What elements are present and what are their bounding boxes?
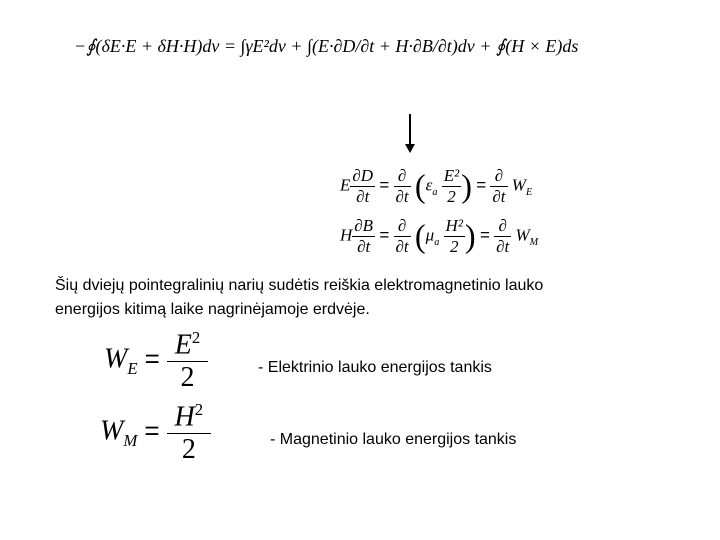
rel-e-frac-1-den: ∂t [356,187,370,206]
rel-h-frac-2-den: ∂t [395,237,409,256]
rel-e-frac-1 [350,166,375,207]
wm-den: 2 [181,434,196,466]
wm-frac [167,400,212,466]
paragraph-line-1: Šių dviejų pointegralinių narių sudėtis reiškia elektromagnetinio lauko [55,277,544,294]
rel-h-frac-2 [394,216,411,257]
rel-e-frac-3-den: 2 [447,187,456,206]
rel-e-frac-2-den: ∂t [395,187,409,206]
we-formula [104,328,208,394]
relation-electric: E $\frac{\partial D}{\partial t}$ = $\frac{\partial}{\partial t}$ ($\varepsilon_a$ $\frac{\text{E²}}{2}$ ) = $\frac{\partial}{\partial t}$ $W_E$ [340,166,533,206]
paragraph-line-2: energijos kitimą laike nagrinėjamoje erdvėje. [55,301,370,318]
down-arrow-icon [400,114,420,154]
rel-e-frac-3-num: E² [443,166,460,185]
we-label: - Elektrinio lauko energijos tankis [258,359,492,376]
rel-h-frac-1-den: ∂t [357,237,371,256]
wm-lhs: W [100,415,124,447]
we-sub: E [127,359,138,379]
main-equation-text: −∮(δE·E + δH·H)dv = ∫γE²dv + ∫(E·∂D/∂t + H·∂B/∂t)dv + ∮(H × E)ds [74,36,579,56]
rel-e-frac-2 [394,166,411,207]
rel-h-frac-4-num: ∂ [494,216,511,237]
main-equation [74,36,578,57]
wm-label: - Magnetinio lauko energijos tankis [270,431,517,448]
rel-h-frac-3-num: H² [445,216,463,235]
rel-h-mu: μ [425,225,435,245]
rel-h-lhs: H [340,225,353,245]
wm-num: H [174,401,195,433]
rel-h-frac-1 [352,216,375,257]
wm-exp: 2 [194,400,204,419]
we-exp: 2 [191,328,201,347]
we-frac [167,328,209,394]
explanation-paragraph [55,274,543,322]
rel-h-frac-1-num: ∂B [354,216,374,235]
rel-e-frac-4-den: ∂t [492,187,506,206]
we-num: E [174,329,192,361]
we-lhs: W [104,343,128,375]
wm-equals: = [144,415,160,446]
relation-magnetic: H $\frac{\partial B}{\partial t}$ = $\frac{\partial}{\partial t}$ ($\mu_a$ $\frac{\text{H²}}{2}$ ) = $\frac{\partial}{\partial t}$ $W_M$ [340,216,539,256]
rel-e-eps: ε [425,175,433,195]
rel-e-frac-4 [490,166,507,207]
rel-e-frac-3 [442,166,461,207]
we-den: 2 [180,362,195,394]
rel-h-w: W [515,225,530,245]
wm-sub: M [123,431,138,451]
rel-h-frac-4-den: ∂t [496,237,510,256]
rel-e-frac-1-num: ∂D [352,166,374,185]
rel-e-lhs: E [340,175,351,195]
rel-h-frac-3-den: 2 [449,237,459,256]
rel-h-frac-2-num: ∂ [394,216,411,237]
rel-h-frac-3 [444,216,465,257]
rel-h-frac-4 [494,216,511,257]
rel-e-frac-4-num: ∂ [490,166,507,187]
wm-formula [100,400,211,466]
rel-e-frac-2-num: ∂ [394,166,411,187]
rel-e-w: W [511,175,526,195]
we-equals: = [144,343,160,374]
